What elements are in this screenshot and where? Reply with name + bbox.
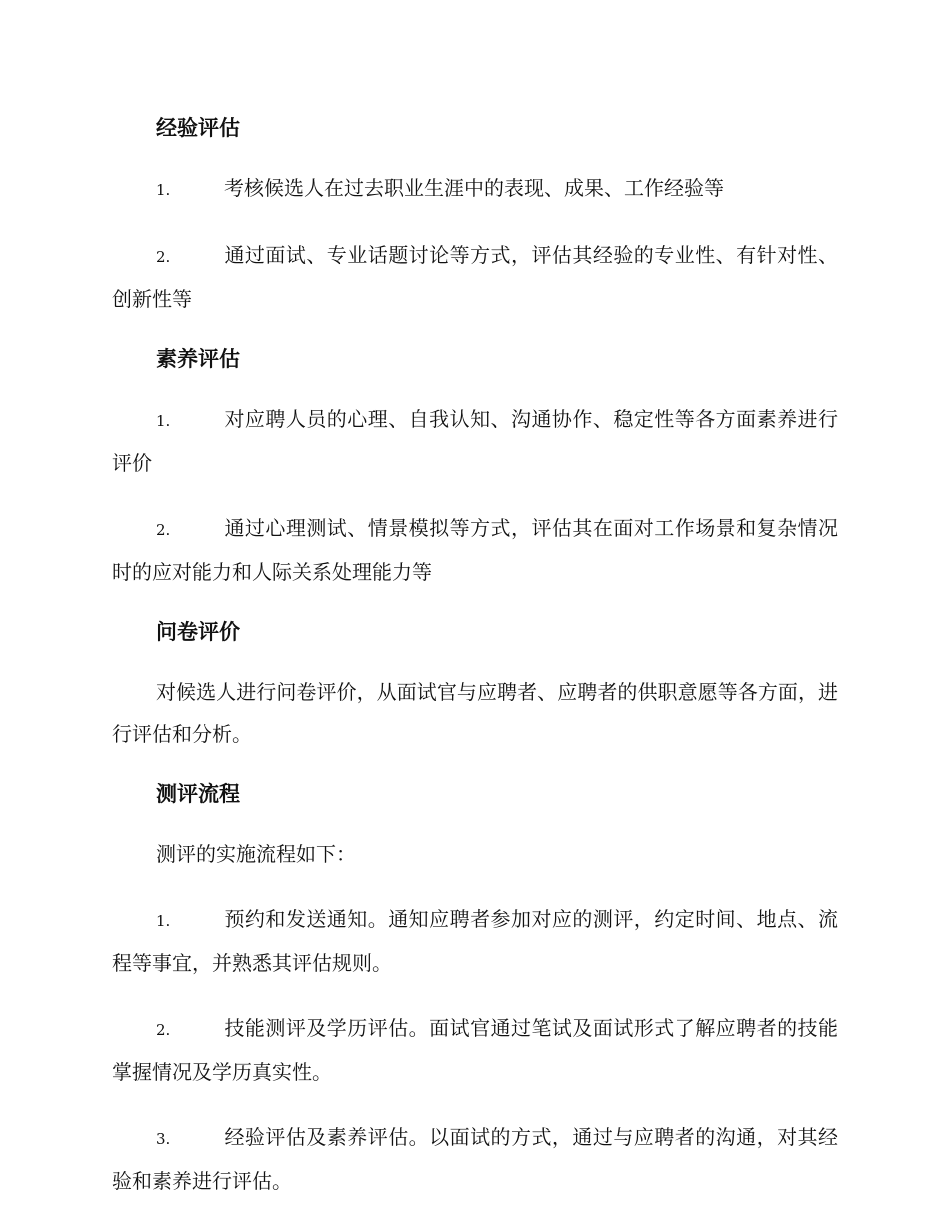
- list-item: [112, 398, 838, 484]
- section-heading: 素养评估: [156, 347, 240, 371]
- list-item: [112, 167, 838, 211]
- list-number: 2.: [156, 248, 171, 266]
- list-text: 通过心理测试、情景模拟等方式，评估其在面对工作场景和复杂情况时的应对能力和人际关系处理能力等: [112, 516, 838, 584]
- list-text: 对应聘人员的心理、自我认知、沟通协作、稳定性等各方面素养进行评价: [112, 407, 838, 475]
- list-item: [112, 1116, 838, 1202]
- list-text: 经验评估及素养评估。以面试的方式，通过与应聘者的沟通，对其经验和素养进行评估。: [112, 1125, 838, 1193]
- list-text: 通过面试、专业话题讨论等方式，评估其经验的专业性、有针对性、创新性等: [112, 243, 838, 311]
- list-number: 1.: [156, 912, 171, 930]
- list-number: 1.: [156, 412, 171, 430]
- section-heading: 经验评估: [156, 116, 240, 140]
- list-text: 技能测评及学历评估。面试官通过笔试及面试形式了解应聘者的技能掌握情况及学历真实性。: [112, 1016, 838, 1084]
- body-paragraph: 对候选人进行问卷评价，从面试官与应聘者、应聘者的供职意愿等各方面，进行评估和分析。: [112, 680, 838, 746]
- section-heading: 测评流程: [156, 782, 240, 806]
- list-text: 考核候选人在过去职业生涯中的表现、成果、工作经验等: [224, 176, 724, 200]
- section-heading: 问卷评价: [156, 620, 240, 644]
- list-item: [112, 1007, 838, 1093]
- body-paragraph: 测评的实施流程如下：: [156, 842, 356, 866]
- list-number: 2.: [156, 521, 171, 539]
- list-text: 预约和发送通知。通知应聘者参加对应的测评，约定时间、地点、流程等事宜，并熟悉其评估规则。: [112, 907, 838, 975]
- list-number: 2.: [156, 1021, 171, 1039]
- list-item: [112, 507, 838, 593]
- list-item: [112, 898, 838, 984]
- list-number: 3.: [156, 1130, 171, 1148]
- list-number: 1.: [156, 181, 171, 199]
- list-item: [112, 234, 838, 320]
